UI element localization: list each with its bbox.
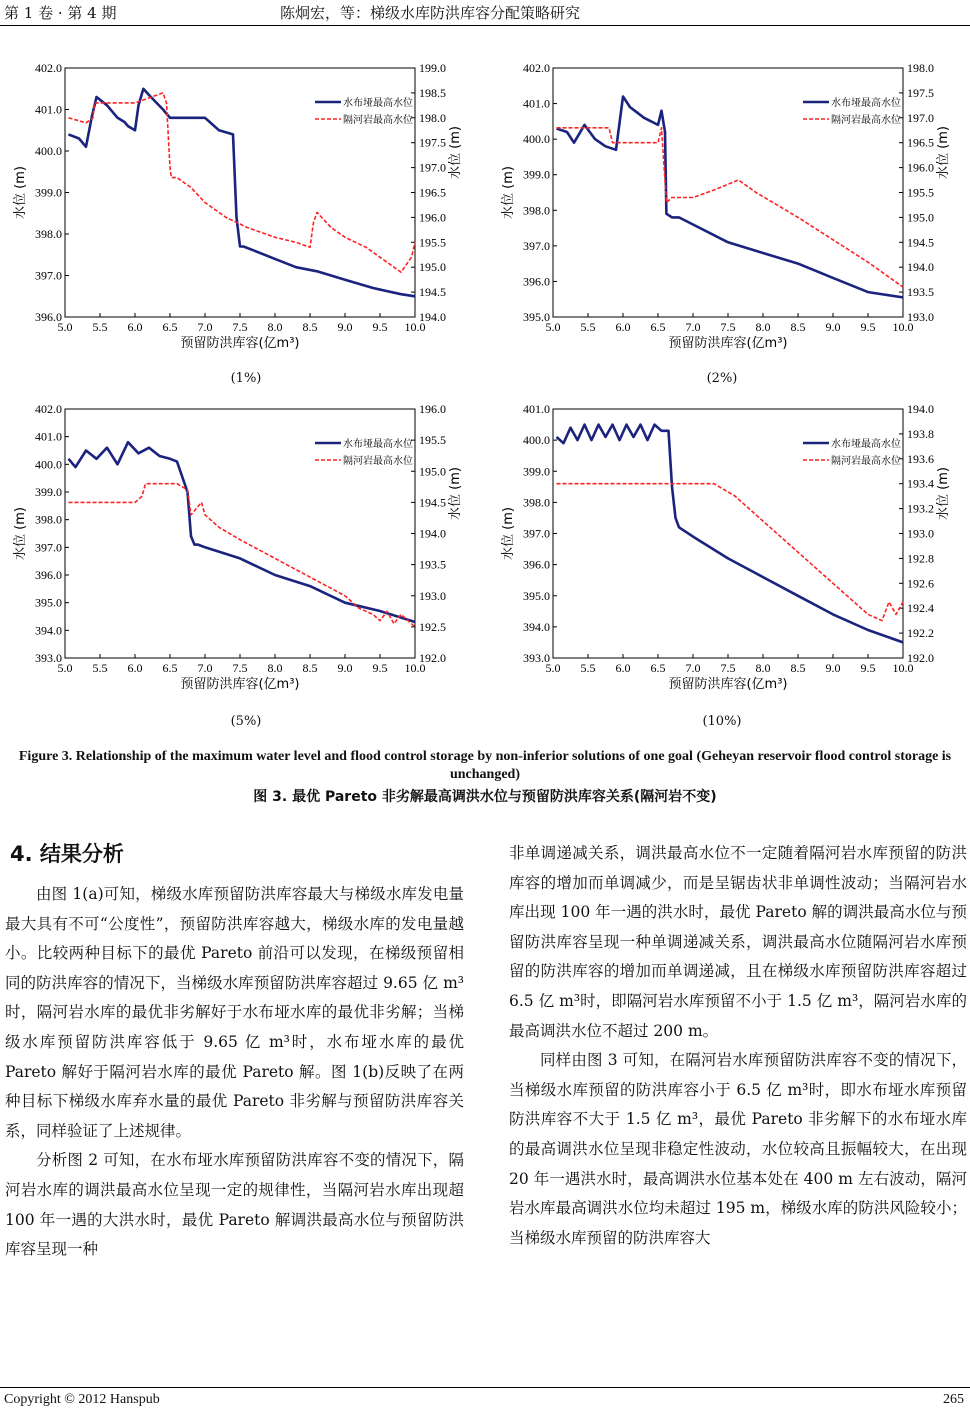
y-tick-label: 397.0 (35, 540, 62, 555)
x-tick-label: 10.0 (892, 661, 914, 675)
panel-label: (2%) (706, 371, 738, 386)
x-tick-label: 6.5 (162, 320, 178, 334)
x-tick-label: 5.0 (545, 661, 561, 675)
x-tick-label: 8.5 (302, 320, 318, 334)
y-tick-label: 394.0 (523, 619, 550, 634)
y2-tick-label: 193.4 (907, 476, 934, 491)
y-tick-label: 396.0 (35, 310, 62, 324)
y2-tick-label: 199.0 (419, 61, 446, 75)
series-line-shuibuya (557, 97, 904, 298)
section-title: 4. 结果分析 (10, 842, 124, 866)
x-tick-label: 6.0 (615, 320, 631, 334)
x-tick-label: 9.5 (860, 320, 876, 334)
x-tick-label: 9.0 (337, 320, 353, 334)
x-tick-label: 8.0 (755, 320, 771, 334)
x-tick-label: 7.5 (720, 320, 736, 334)
x-tick-label: 6.0 (127, 320, 143, 334)
y2-tick-label: 194.5 (419, 285, 446, 300)
x-tick-label: 5.5 (580, 661, 596, 675)
x-tick-label: 9.5 (372, 661, 388, 675)
y2-tick-label: 196.0 (419, 210, 446, 225)
x-tick-label: 7.0 (685, 661, 701, 675)
running-title: 陈炯宏，等：梯级水库防洪库容分配策略研究 (280, 4, 581, 22)
y-tick-label: 401.0 (35, 429, 62, 444)
x-tick-label: 6.0 (127, 661, 143, 675)
panel-label: (1%) (230, 371, 262, 386)
y-tick-label: 400.0 (523, 433, 550, 448)
series-line-geheyan (69, 484, 416, 627)
x-tick-label: 5.0 (545, 320, 561, 334)
x-tick-label: 8.5 (302, 661, 318, 675)
y2-tick-label: 198.0 (907, 61, 934, 75)
legend-label: 水布垭最高水位 (831, 98, 901, 109)
x-axis-label: 预留防洪库容(亿m³) (180, 336, 300, 351)
y2-tick-label: 198.0 (419, 110, 446, 125)
y-tick-label: 395.0 (35, 595, 62, 610)
y2-tick-label: 193.0 (907, 310, 934, 324)
series-line-geheyan (557, 484, 904, 621)
y2-tick-label: 196.0 (419, 402, 446, 416)
body-column-left (5, 880, 464, 1265)
y2-tick-label: 193.0 (907, 526, 934, 541)
chart-panel-5pct (10, 396, 470, 706)
y2-tick-label: 192.2 (907, 626, 934, 641)
x-tick-label: 7.5 (232, 320, 248, 334)
x-tick-label: 5.0 (57, 320, 73, 334)
page-header (0, 0, 970, 30)
y-axis-label: 水位 (m) (13, 507, 28, 560)
y-tick-label: 398.0 (523, 203, 550, 218)
x-tick-label: 9.0 (825, 661, 841, 675)
x-axis-label: 预留防洪库容(亿m³) (668, 677, 788, 692)
y-tick-label: 394.0 (35, 623, 62, 638)
series-line-shuibuya (69, 442, 416, 622)
y2-tick-label: 193.8 (907, 426, 934, 441)
x-tick-label: 8.0 (267, 320, 283, 334)
y2-tick-label: 195.0 (907, 210, 934, 225)
y2-tick-label: 192.4 (907, 601, 934, 616)
y-tick-label: 396.0 (35, 568, 62, 582)
y2-tick-label: 192.0 (419, 651, 446, 665)
x-tick-label: 6.5 (650, 320, 666, 334)
y-tick-label: 399.0 (523, 464, 550, 479)
x-tick-label: 7.0 (197, 320, 213, 334)
y-tick-label: 401.0 (523, 96, 550, 111)
y-tick-label: 401.0 (523, 402, 550, 416)
x-tick-label: 9.0 (825, 320, 841, 334)
y-tick-label: 398.0 (35, 227, 62, 241)
legend-label: 水布垭最高水位 (831, 439, 901, 450)
x-tick-label: 10.0 (404, 320, 426, 334)
paragraph: 同样由图 3 可知，在隔河岩水库预留防洪库容不变的情况下，当梯级水库预留的防洪库容小于 6.5 亿 m³时，即水布垭水库预留防洪库容不大于 1.5 亿 m³，最优 Pareto 非劣解下的水布垭水库的最高调洪水位呈现非稳定性波动，水位较高且振幅较大，在出现 20 年一遇洪水时，最高调洪水位基本处在 400 m 左右波动，隔河岩水库最高调洪水位均未超过 195 m，梯级水库的防洪风险较小；当梯级水库预留的防洪库容大 (509, 1051, 967, 1247)
y-axis-label: 水位 (m) (501, 166, 516, 219)
x-tick-label: 10.0 (404, 661, 426, 675)
x-tick-label: 9.5 (372, 320, 388, 334)
y2-tick-label: 194.0 (419, 310, 446, 324)
line-chart (498, 396, 958, 706)
y2-tick-label: 197.0 (907, 110, 934, 125)
y-tick-label: 400.0 (523, 132, 550, 147)
x-tick-label: 10.0 (892, 320, 914, 334)
line-chart (10, 55, 470, 365)
x-tick-label: 5.5 (92, 661, 108, 675)
y-axis-label: 水位 (m) (501, 507, 516, 560)
page-number: 265 (943, 1392, 964, 1407)
y2-tick-label: 193.5 (907, 285, 934, 300)
y-tick-label: 393.0 (35, 651, 62, 665)
y2-tick-label: 197.5 (907, 85, 934, 100)
y2-tick-label: 193.2 (907, 501, 934, 516)
legend-label: 隔河岩最高水位 (831, 456, 901, 467)
y2-tick-label: 196.5 (907, 135, 934, 150)
chart-panel-2pct (498, 55, 958, 365)
copyright: Copyright © 2012 Hanspub (4, 1392, 160, 1407)
y2-tick-label: 195.0 (419, 260, 446, 275)
figure-caption-zh: 图 3. 最优 Pareto 非劣解最高调洪水位与预留防洪库容关系(隔河岩不变) (253, 789, 717, 805)
y2-tick-label: 194.5 (907, 235, 934, 250)
y2-axis-label: 水位 (m) (448, 467, 463, 520)
y2-axis-label: 水位 (m) (936, 126, 951, 179)
panel-label: (5%) (230, 714, 262, 729)
line-chart (10, 396, 470, 706)
x-tick-label: 9.0 (337, 661, 353, 675)
x-tick-label: 5.5 (580, 320, 596, 334)
y2-tick-label: 192.6 (907, 576, 934, 591)
x-tick-label: 8.0 (755, 661, 771, 675)
y-tick-label: 396.0 (523, 557, 550, 572)
legend-label: 水布垭最高水位 (343, 98, 413, 109)
figure-caption-en: Figure 3. Relationship of the maximum water level and flood control storage by non-inferior solutions of one goal (Geheyan reservoir flood control storage is unchanged) (18, 749, 952, 782)
x-tick-label: 8.5 (790, 661, 806, 675)
legend-label: 水布垭最高水位 (343, 439, 413, 450)
y-tick-label: 398.0 (35, 512, 62, 527)
y2-tick-label: 194.0 (419, 526, 446, 541)
y-tick-label: 395.0 (523, 588, 550, 603)
paragraph: 分析图 2 可知，在水布垭水库预留防洪库容不变的情况下，隔河岩水库的调洪最高水位呈现一定的规律性，当隔河岩水库出现超 100 年一遇的大洪水时，最优 Pareto 解调洪最高水位与预留防洪库容呈现一种 (5, 1151, 464, 1259)
y-tick-label: 399.0 (35, 185, 62, 200)
footer-rule (0, 1387, 970, 1388)
x-tick-label: 5.0 (57, 661, 73, 675)
x-tick-label: 7.5 (232, 661, 248, 675)
y2-tick-label: 192.8 (907, 551, 934, 566)
y-tick-label: 399.0 (523, 167, 550, 182)
y-tick-label: 397.0 (35, 268, 62, 283)
legend-label: 隔河岩最高水位 (343, 456, 413, 467)
y2-tick-label: 196.0 (907, 160, 934, 175)
chart-panel-1pct (10, 55, 470, 365)
y2-tick-label: 195.5 (907, 185, 934, 200)
y-tick-label: 402.0 (35, 402, 62, 416)
x-tick-label: 6.0 (615, 661, 631, 675)
y2-tick-label: 195.5 (419, 235, 446, 250)
y-tick-label: 397.0 (523, 526, 550, 541)
y2-tick-label: 194.0 (907, 260, 934, 275)
header-rule (0, 25, 970, 26)
y2-tick-label: 197.0 (419, 160, 446, 175)
y2-tick-label: 195.5 (419, 433, 446, 448)
y-tick-label: 398.0 (523, 495, 550, 510)
y2-tick-label: 196.5 (419, 185, 446, 200)
paragraph: 由图 1(a)可知，梯级水库预留防洪库容最大与梯级水库发电量最大具有不可“公度性”，预留防洪库容越大，梯级水库的发电量越小。比较两种目标下的最优 Pareto 前沿可以发现，在梯级预留相同的防洪库容的情况下，当梯级水库预留防洪库容超过 9.65 亿 m³时，隔河岩水库的最优非劣解好于水布垭水库的最优非劣解；当梯级水库预留防洪库容低于 9.65 亿 m³时，水布垭水库的最优 Pareto 解好于隔河岩水库的最优 Pareto 解。图 1(b)反映了在两种目标下梯级水库弃水量的最优 Pareto 非劣解与预留防洪库容关系，同样验证了上述规律。 (5, 885, 464, 1140)
y-tick-label: 393.0 (523, 651, 550, 665)
legend-label: 隔河岩最高水位 (343, 115, 413, 126)
y2-tick-label: 194.5 (419, 495, 446, 510)
y-axis-label: 水位 (m) (13, 166, 28, 219)
y2-tick-label: 193.6 (907, 451, 934, 466)
x-tick-label: 9.5 (860, 661, 876, 675)
y2-axis-label: 水位 (m) (448, 126, 463, 179)
x-tick-label: 7.0 (685, 320, 701, 334)
y-tick-label: 402.0 (35, 61, 62, 75)
y2-axis-label: 水位 (m) (936, 467, 951, 520)
journal-issue: 第 1 卷 · 第 4 期 (4, 4, 117, 22)
x-tick-label: 6.5 (162, 661, 178, 675)
x-tick-label: 6.5 (650, 661, 666, 675)
y-tick-label: 399.0 (35, 485, 62, 499)
y2-tick-label: 193.0 (419, 588, 446, 603)
y-tick-label: 396.0 (523, 274, 550, 289)
x-tick-label: 8.5 (790, 320, 806, 334)
y2-tick-label: 198.5 (419, 85, 446, 100)
series-line-geheyan (557, 128, 904, 287)
x-axis-label: 预留防洪库容(亿m³) (668, 336, 788, 351)
chart-panel-10pct (498, 396, 958, 706)
legend-label: 隔河岩最高水位 (831, 115, 901, 126)
x-tick-label: 7.5 (720, 661, 736, 675)
line-chart (498, 55, 958, 365)
body-column-right (509, 839, 967, 1253)
y-tick-label: 400.0 (35, 144, 62, 158)
x-tick-label: 8.0 (267, 661, 283, 675)
x-axis-label: 预留防洪库容(亿m³) (180, 677, 300, 692)
y2-tick-label: 192.0 (907, 651, 934, 665)
y2-tick-label: 195.0 (419, 464, 446, 479)
paragraph: 非单调递减关系，调洪最高水位不一定随着隔河岩水库预留的防洪库容的增加而单调减少，而是呈锯齿状非单调性波动；当隔河岩水库出现 100 年一遇的洪水时，最优 Pareto 解的调洪最高水位与预留防洪库容呈现一种单调递减关系，调洪最高水位随隔河岩水库预留的防洪库容的增加而单调递减，且在梯级水库预留防洪库容超过 6.5 亿 m³时，即隔河岩水库预留不小于 1.5 亿 m³，隔河岩水库的最高调洪水位不超过 200 m。 (509, 844, 967, 1040)
y2-tick-label: 193.5 (419, 557, 446, 572)
y2-tick-label: 197.5 (419, 135, 446, 150)
x-tick-label: 7.0 (197, 661, 213, 675)
y2-tick-label: 192.5 (419, 619, 446, 634)
y-tick-label: 401.0 (35, 102, 62, 117)
y2-tick-label: 194.0 (907, 402, 934, 416)
y-tick-label: 397.0 (523, 238, 550, 253)
y-tick-label: 400.0 (35, 457, 62, 472)
x-tick-label: 5.5 (92, 320, 108, 334)
y-tick-label: 395.0 (523, 310, 550, 324)
panel-label: (10%) (702, 714, 742, 729)
y-tick-label: 402.0 (523, 61, 550, 75)
